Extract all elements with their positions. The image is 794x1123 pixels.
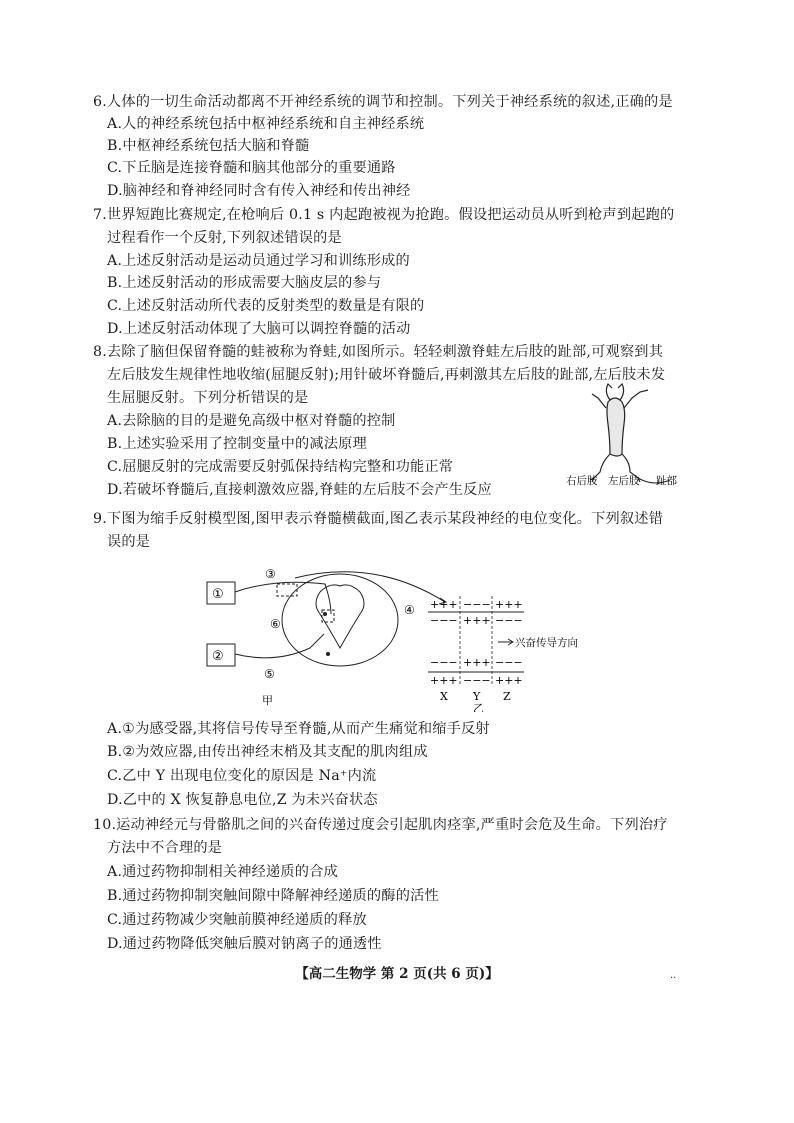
frog-label-right-hindlimb: 右后肢 (566, 475, 598, 487)
caption-left: 甲 (262, 694, 273, 707)
question-8-stem-cont-1: 左后肢发生规律性地收缩(屈腿反射);用针破坏脊髓后,再刺激其左后肢的趾部,左后肢未发 (107, 367, 666, 383)
zone-z: Z (503, 690, 511, 703)
frog-label-left-hindlimb: 左后肢 (608, 475, 640, 487)
frog-label-toe: 趾部 (656, 475, 677, 487)
nerve-pathways (235, 572, 446, 666)
synapse-dot-lower (326, 652, 330, 656)
question-9-option-c: C.乙中 Y 出现电位变化的原因是 Na⁺内流 (107, 768, 377, 784)
question-10-stem: 10.运动神经元与骨骼肌之间的兴奋传递过度会引起肌肉痉挛,严重时会危及生命。下列治疗 (93, 817, 668, 833)
question-9-option-a: A.①为感受器,其将信号传导至脊髓,从而产生痛觉和缩手反射 (107, 721, 490, 737)
marker-6: ⑥ (270, 617, 281, 631)
question-8-option-a: A.去除脑的目的是避免高级中枢对脊髓的控制 (107, 413, 396, 429)
effector-box (207, 644, 235, 666)
svg-text:−−−: −−− (430, 656, 458, 669)
question-7-option-a: A.上述反射活动是运动员通过学习和训练形成的 (107, 253, 410, 269)
svg-text:+++: +++ (430, 674, 458, 687)
question-6-option-a: A.人的神经系统包括中枢神经系统和自主神经系统 (107, 116, 425, 132)
caption-right: 乙 (473, 702, 484, 712)
question-8-option-d: D.若破坏脊髓后,直接刺激效应器,脊蛙的左后肢不会产生反应 (107, 482, 492, 498)
question-7-stem-cont: 过程看作一个反射,下列叙述错误的是 (107, 230, 342, 246)
svg-text:−−−: −−− (495, 656, 523, 669)
svg-text:+++: +++ (463, 656, 491, 669)
svg-text:+++: +++ (495, 598, 523, 611)
question-10-stem-cont: 方法中不合理的是 (107, 840, 223, 856)
membrane-potential-diagram (428, 596, 578, 703)
receptor-box (207, 582, 235, 604)
svg-text:−−−: −−− (463, 598, 491, 611)
question-7-option-c: C.上述反射活动所代表的反射类型的数量是有限的 (107, 298, 425, 314)
question-8-option-c: C.屈腿反射的完成需要反射弧保持结构完整和功能正常 (107, 459, 454, 475)
question-7-option-b: B.上述反射活动的形成需要大脑皮层的参与 (107, 275, 382, 291)
synapse-dot-upper (323, 612, 327, 616)
svg-text:−−−: −−− (463, 674, 491, 687)
question-8-option-b: B.上述实验采用了控制变量中的减法原理 (107, 436, 367, 452)
reflex-arc-figure (190, 562, 610, 712)
question-10-option-d: D.通过药物降低突触后膜对钠离子的通透性 (107, 936, 382, 952)
question-9-option-b: B.②为效应器,由传出神经末梢及其支配的肌肉组成 (107, 744, 428, 760)
question-10-option-b: B.通过药物抑制突触间隙中降解神经递质的酶的活性 (107, 888, 439, 904)
svg-text:−−−: −−− (430, 614, 458, 627)
question-7-stem: 7.世界短跑比赛规定,在枪响后 0.1 s 内起跑被视为抢跑。假设把运动员从听到枪声到起跑的 (93, 207, 675, 223)
svg-text:②: ② (212, 649, 224, 664)
question-6-stem: 6.人体的一切生命活动都离不开神经系统的调节和控制。下列关于神经系统的叙述,正确的是 (93, 94, 673, 110)
svg-text:①: ① (212, 587, 224, 602)
frog-drawing (590, 384, 670, 483)
svg-text:+++: +++ (495, 674, 523, 687)
zone-x: X (440, 690, 448, 703)
zone-y: Y (473, 690, 481, 703)
question-6-option-b: B.中枢神经系统包括大脑和脊髓 (107, 138, 310, 154)
corner-mark: .. (670, 970, 677, 981)
direction-label: 兴奋传导方向 (515, 637, 578, 649)
question-10-option-c: C.通过药物减少突触前膜神经递质的释放 (107, 912, 367, 928)
question-9-stem-cont: 误的是 (107, 534, 151, 550)
svg-text:−−−: −−− (495, 614, 523, 627)
question-8-stem-cont-2: 生屈腿反射。下列分析错误的是 (107, 390, 309, 406)
question-10-option-a: A.通过药物抑制相关神经递质的合成 (107, 864, 338, 880)
question-9-stem: 9.下图为缩手反射模型图,图甲表示脊髓横截面,图乙表示某段神经的电位变化。下列叙述错 (93, 511, 664, 527)
svg-text:+++: +++ (463, 614, 491, 627)
question-6-option-d: D.脑神经和脊神经同时含有传入神经和传出神经 (107, 183, 411, 199)
question-9-option-d: D.乙中的 X 恢复静息电位,Z 为未兴奋状态 (107, 792, 378, 808)
marker-3: ③ (265, 567, 276, 581)
page-footer: 【高二生物学 第 2 页(共 6 页)】 (295, 966, 499, 982)
marker-4: ④ (404, 603, 415, 617)
marker-5: ⑤ (264, 667, 275, 681)
spinal-frog-figure (560, 378, 690, 490)
question-6-option-c: C.下丘脑是连接脊髓和脑其他部分的重要通路 (107, 160, 396, 176)
question-7-option-d: D.上述反射活动体现了大脑可以调控脊髓的活动 (107, 321, 411, 337)
question-8-stem: 8.去除了脑但保留脊髓的蛙被称为脊蛙,如图所示。轻轻刺激脊蛙左后肢的趾部,可观察到其 (93, 344, 664, 360)
svg-text:+++: +++ (430, 598, 458, 611)
